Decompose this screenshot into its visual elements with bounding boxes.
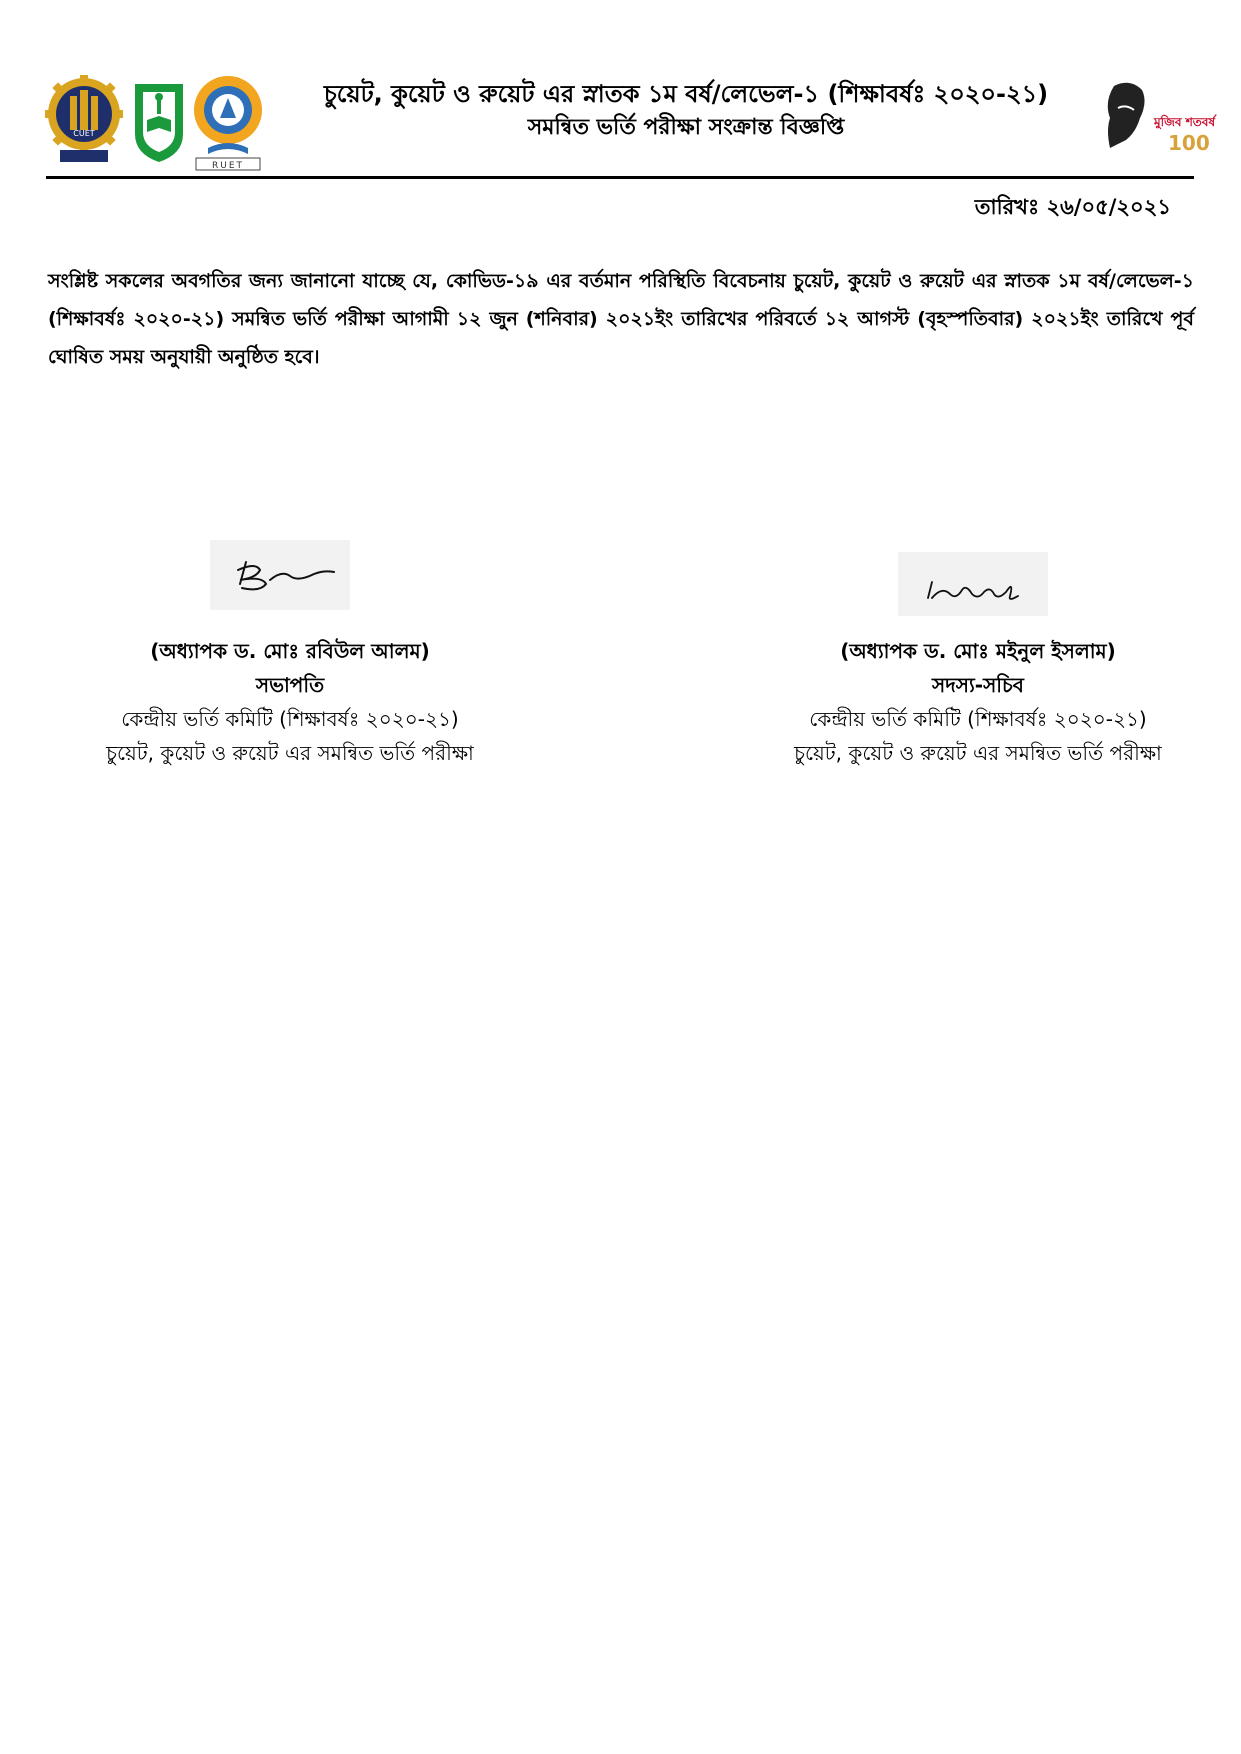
- mujib-text: মুজিব শতবর্ষ: [1154, 115, 1216, 129]
- signature-image-left: [210, 540, 350, 610]
- notice-date: তারিখঃ ২৬/০৫/২০২১: [974, 195, 1171, 219]
- signatory-right-name: (অধ্যাপক ড. মোঃ মইনুল ইসলাম): [840, 639, 1116, 663]
- portrait-icon: [1108, 83, 1145, 148]
- notice-title: [286, 76, 1086, 144]
- cuet-logo-text: CUET: [73, 129, 95, 138]
- mujib-borsho-logo: [1096, 78, 1216, 162]
- signatory-left-name: (অধ্যাপক ড. মোঃ রবিউল আলম): [150, 639, 430, 663]
- sunburst-icon: [194, 76, 262, 144]
- signatory-left-role: সভাপতি: [255, 673, 325, 697]
- ruet-logo-text: RUET: [211, 161, 245, 171]
- header-divider: [46, 176, 1194, 179]
- mujib-number: 100: [1168, 131, 1210, 155]
- signatory-right-role: সদস্য-সচিব: [932, 673, 1024, 697]
- signatory-left-committee: কেন্দ্রীয় ভর্তি কমিটি (শিক্ষাবর্ষঃ ২০২০-২১): [121, 707, 459, 731]
- title-line-1: চুয়েট, কুয়েট ও রুয়েট এর স্নাতক ১ম বর্ষ/লেভেল-১ (শিক্ষাবর্ষঃ ২০২০-২১): [323, 80, 1049, 108]
- document-header: [46, 70, 1216, 174]
- title-line-2: সমন্বিত ভর্তি পরীক্ষা সংক্রান্ত বিজ্ঞপ্তি: [527, 115, 845, 140]
- kuet-logo: [131, 80, 187, 164]
- ruet-logo: [190, 74, 266, 172]
- signature-image-right: [898, 552, 1048, 616]
- open-book-icon: [208, 143, 248, 154]
- signatory-right: [718, 540, 1238, 770]
- signatory-right-exam: চুয়েট, কুয়েট ও রুয়েট এর সমন্বিত ভর্তি পরীক্ষা: [794, 741, 1162, 765]
- notice-body: সংশ্লিষ্ট সকলের অবগতির জন্য জানানো যাচ্ছে যে, কোভিড-১৯ এর বর্তমান পরিস্থিতি বিবেচনায় চুয়েট, কুয়েট ও রুয়েট এর স্নাতক ১ম বর্ষ/লেভেল-১ (শিক্ষাবর্ষঃ ২০২০-২১) সমন্বিত ভর্তি পরীক্ষা আগামী ১২ জুন (শনিবার) ২০২১ইং তারিখের পরিবর্তে ১২ আগস্ট (বৃহস্পতিবার) ২০২১ইং তারিখে পূর্ব ঘোষিত সময় অনুযায়ী অনুষ্ঠিত হবে।: [48, 270, 1194, 368]
- cuet-logo: [46, 76, 122, 164]
- signatory-right-committee: কেন্দ্রীয় ভর্তি কমিটি (শিক্ষাবর্ষঃ ২০২০-২১): [809, 707, 1147, 731]
- signatory-left: [30, 540, 550, 770]
- signatory-left-exam: চুয়েট, কুয়েট ও রুয়েট এর সমন্বিত ভর্তি পরীক্ষা: [106, 741, 474, 765]
